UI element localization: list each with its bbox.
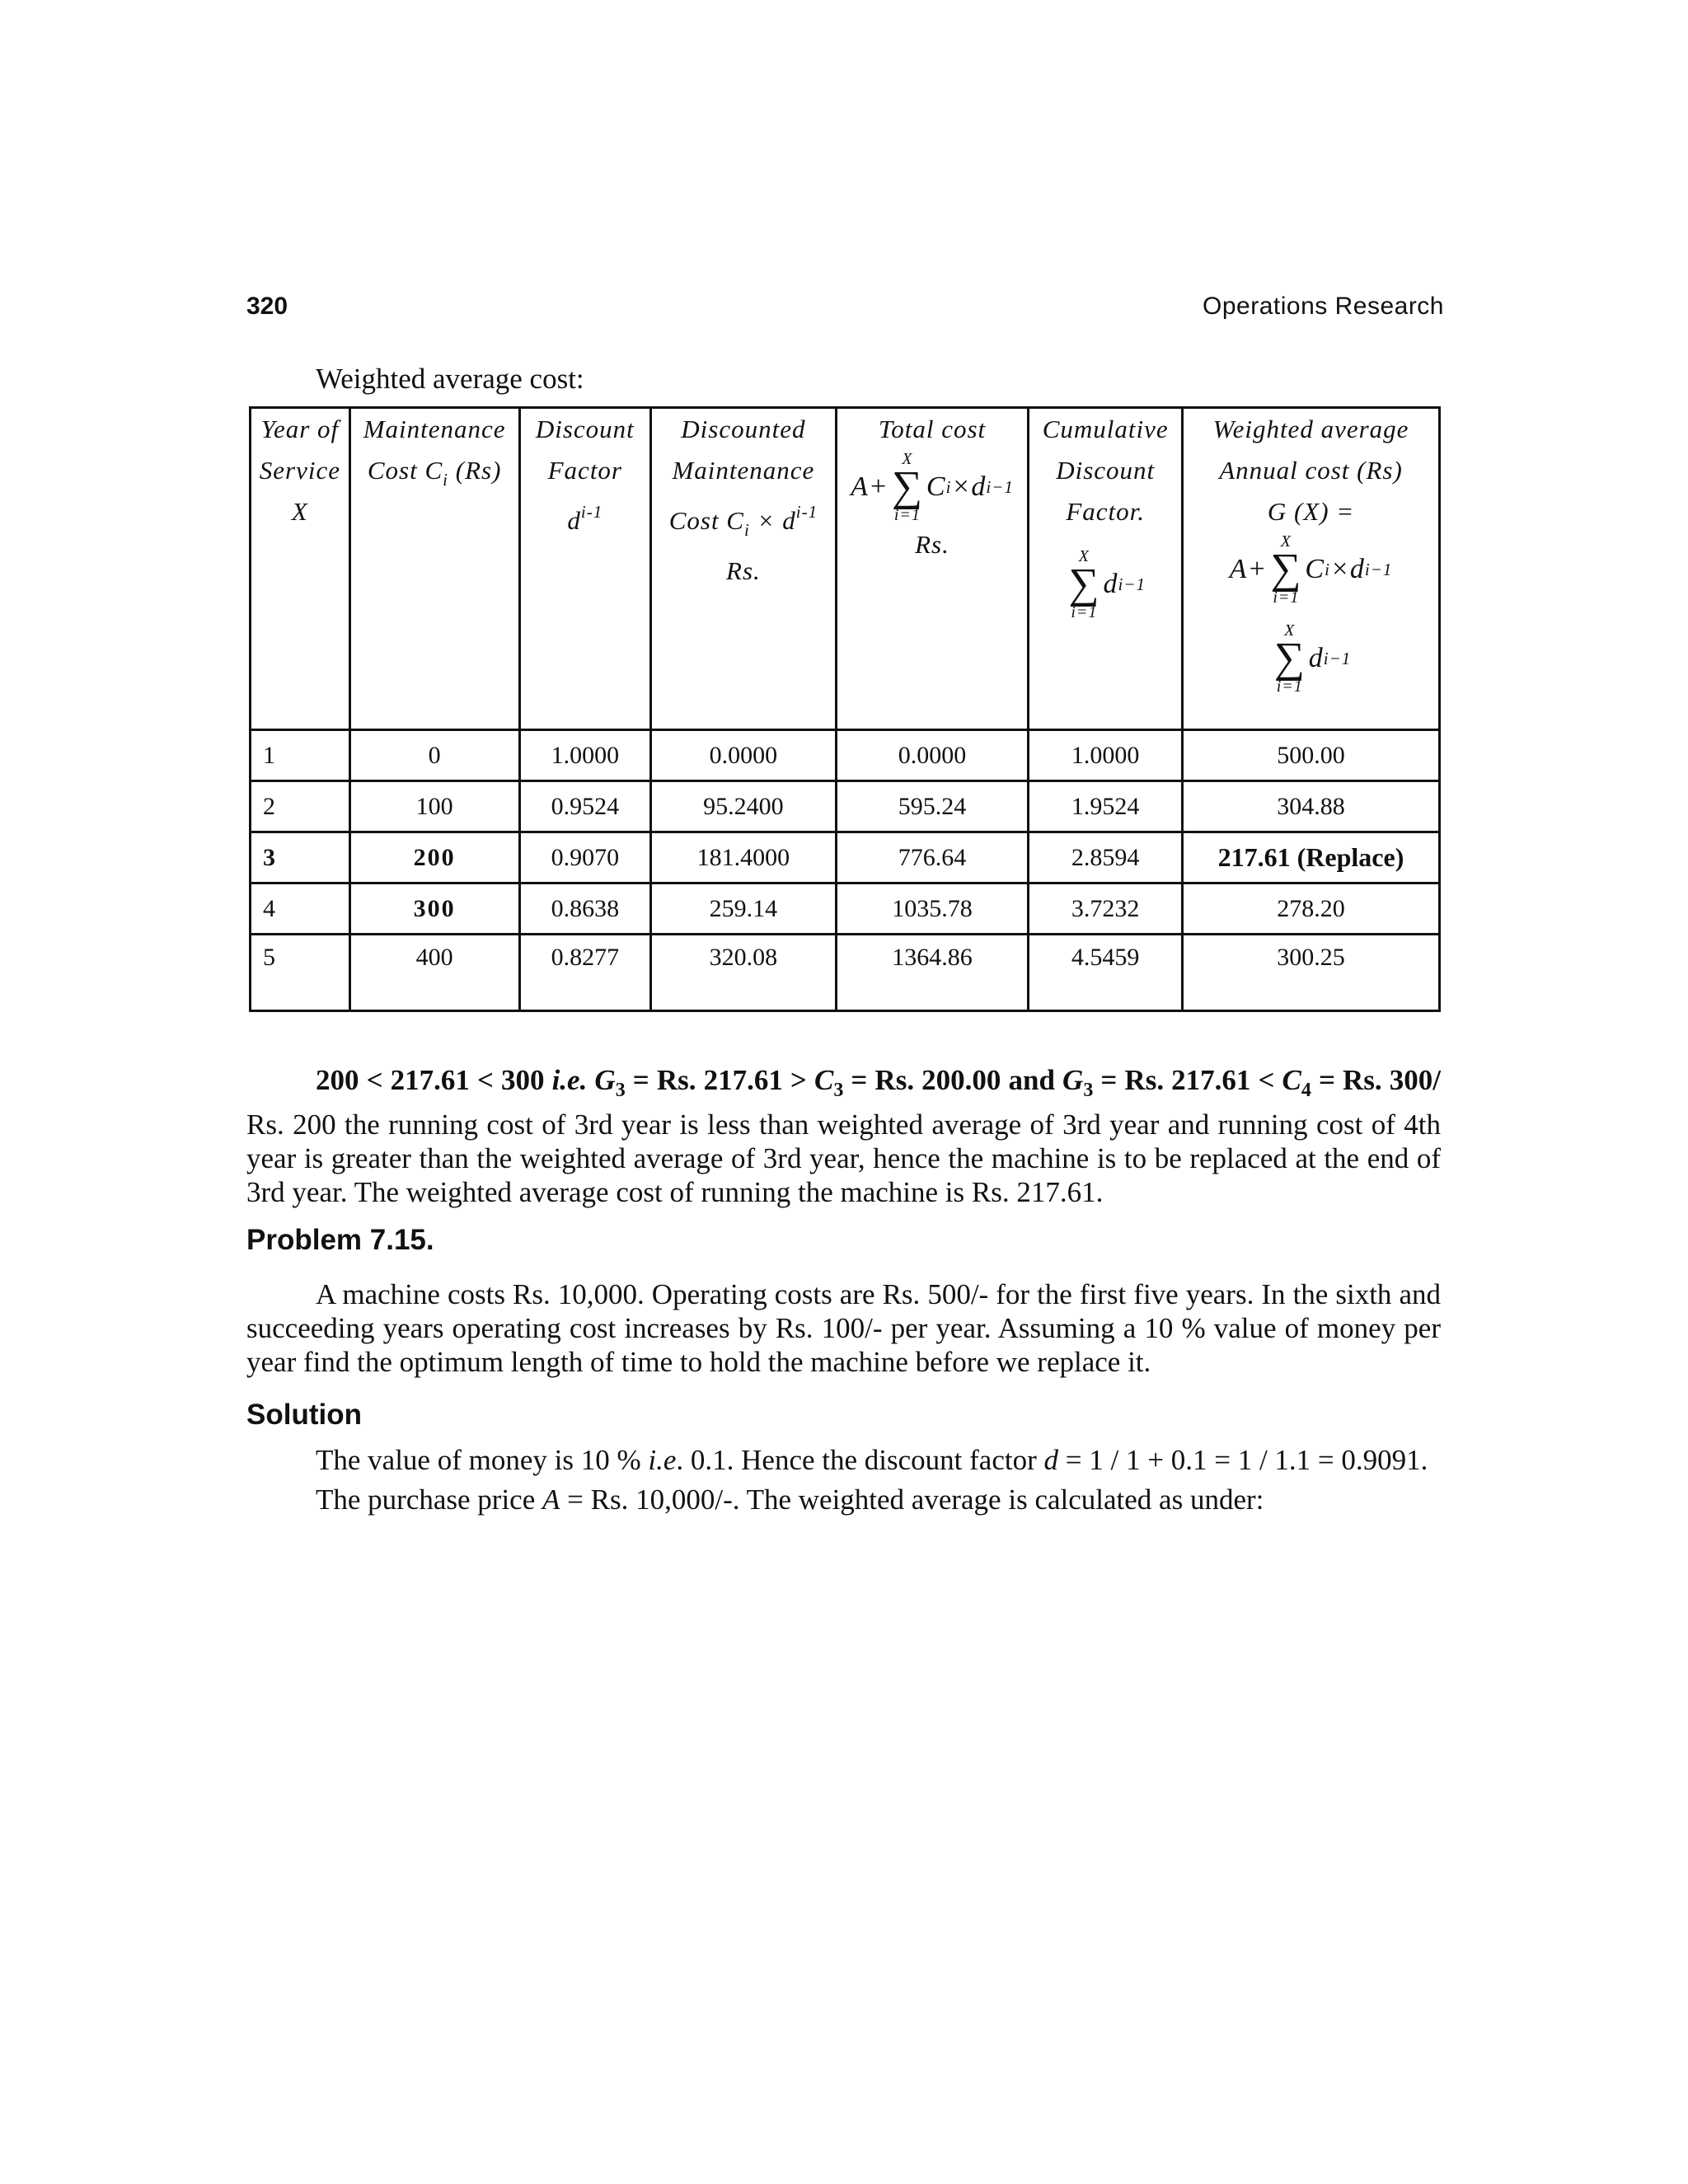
cell-maintenance-cost: 200: [349, 832, 519, 883]
table-row-year-4: [251, 883, 1440, 935]
solution-line-1: The value of money is 10 % i.e. 0.1. Hence the discount factor d = 1 / 1 + 0.1 = 1 / 1.1 = 0.9091.: [316, 1444, 1428, 1476]
cell-total-cost: 776.64: [836, 832, 1029, 883]
cell-discount-factor: 0.8638: [519, 883, 651, 935]
cell-cumulative-discount: 1.9524: [1029, 781, 1183, 832]
cell-maintenance-cost: 300: [349, 883, 519, 935]
cell-cumulative-discount: 1.0000: [1029, 730, 1183, 781]
header-maintenance-cost: Maintenance Cost $C_i$ (Rs): [349, 408, 519, 730]
total-cost-formula: A+ X ∑ i=1 C i ×d i−1: [851, 450, 1014, 524]
cell-weighted-average: 304.88: [1183, 781, 1440, 832]
cell-total-cost: 595.24: [836, 781, 1029, 832]
header-discount-factor: Discount Factor $d^{i-1}$: [519, 408, 651, 730]
conclusion-paragraph: 200 < 217.61 < 300 i.e. $G_3 = Rs$. $217.61 > C_3 = Rs$. 200.00 and $G_3 = Rs$. $217.61 < C_4 = Rs$. 300/ Rs. 200 the running cost of 3rd year is less than weighted average of 3rd year and running cost of 4th year is greater than the weighted average of 3rd year, hence the machine is to be replaced at the end of 3rd year. The weighted average cost of running the machine is Rs. 217.61.: [246, 1064, 1441, 1208]
header-total-cost: Total cost A+ X ∑ i=1 C i ×d i−1 Rs.: [836, 408, 1029, 730]
solution-heading: Solution: [246, 1399, 362, 1431]
solution-line-2: The purchase price A = Rs. 10,000/-. The weighted average is calculated as under:: [316, 1483, 1264, 1516]
header-discounted-maintenance: Discounted Maintenance Cost $C_i \times d^{i-1}$ Rs.: [651, 408, 837, 730]
table-row-year-2: [251, 781, 1440, 832]
cell-year: 1: [251, 730, 350, 781]
cell-maintenance-cost: 400: [349, 935, 519, 1011]
page-number: 320: [246, 293, 288, 320]
cell-cumulative-discount: 2.8594: [1029, 832, 1183, 883]
cell-weighted-average: 278.20: [1183, 883, 1440, 935]
cell-total-cost: 1035.78: [836, 883, 1029, 935]
problem-heading: Problem 7.15.: [246, 1224, 434, 1256]
cell-year: 4: [251, 883, 350, 935]
cell-discounted-maintenance: 259.14: [651, 883, 837, 935]
cumulative-discount-formula: X ∑ i=1 d i−1: [1068, 547, 1146, 621]
cell-maintenance-cost: 100: [349, 781, 519, 832]
cell-weighted-average: 300.25: [1183, 935, 1440, 1011]
header-weighted-average-annual-cost: Weighted average Annual cost (Rs) G (X) = A+ X ∑ i=1 C i ×d i−1 X ∑ i=1 d i−1: [1183, 408, 1440, 730]
table-row-year-1: [251, 730, 1440, 781]
cell-total-cost: 1364.86: [836, 935, 1029, 1011]
header-year-of-service: Year of Service X: [251, 408, 350, 730]
table-caption: Weighted average cost:: [316, 363, 584, 395]
cell-cumulative-discount: 4.5459: [1029, 935, 1183, 1011]
cell-discounted-maintenance: 320.08: [651, 935, 837, 1011]
cell-discounted-maintenance: 0.0000: [651, 730, 837, 781]
problem-paragraph: A machine costs Rs. 10,000. Operating costs are Rs. 500/- for the first five years. In the sixth and succeeding years operating cost increases by Rs. 100/- per year. Assuming a 10 % value of money per year find the optimum length of time to hold the machine before we replace it.: [246, 1278, 1441, 1378]
weighted-average-formula: A+ X ∑ i=1 C i ×d i−1: [1229, 532, 1393, 607]
cell-discount-factor: 1.0000: [519, 730, 651, 781]
cell-discounted-maintenance: 181.4000: [651, 832, 837, 883]
cell-maintenance-cost: 0: [349, 730, 519, 781]
running-title: Operations Research: [1203, 293, 1444, 320]
cell-total-cost: 0.0000: [836, 730, 1029, 781]
cell-discount-factor: 0.9524: [519, 781, 651, 832]
header-cumulative-discount-factor: Cumulative Discount Factor. X ∑ i=1 d i−1: [1029, 408, 1183, 730]
cell-discounted-maintenance: 95.2400: [651, 781, 837, 832]
cell-year: 3: [251, 832, 350, 883]
cell-discount-factor: 0.8277: [519, 935, 651, 1011]
table-header-row: [251, 408, 1440, 730]
cell-cumulative-discount: 3.7232: [1029, 883, 1183, 935]
cell-year: 2: [251, 781, 350, 832]
cell-weighted-average: 500.00: [1183, 730, 1440, 781]
table-row-year-5: [251, 935, 1440, 1011]
cell-discount-factor: 0.9070: [519, 832, 651, 883]
weighted-average-cost-table: [249, 406, 1441, 1012]
table-row-year-3: [251, 832, 1440, 883]
cell-year: 5: [251, 935, 350, 1011]
cell-weighted-average-replace: 217.61 (Replace): [1183, 832, 1440, 883]
